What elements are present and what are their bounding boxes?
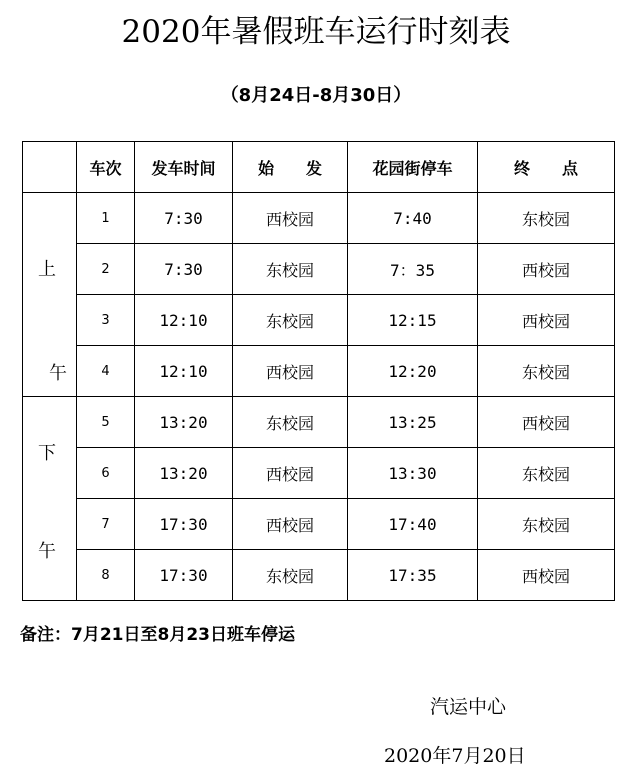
origin: 西校园 bbox=[233, 346, 348, 397]
bus-number: 3 bbox=[77, 295, 135, 346]
header-bus-number: 车次 bbox=[77, 142, 135, 193]
departure-time: 7:30 bbox=[135, 193, 233, 244]
header-departure-time: 发车时间 bbox=[135, 142, 233, 193]
period-afternoon-char-2: 午 bbox=[38, 541, 56, 562]
origin: 东校园 bbox=[233, 550, 348, 601]
departure-time: 7:30 bbox=[135, 244, 233, 295]
origin: 西校园 bbox=[233, 193, 348, 244]
table-row bbox=[23, 346, 615, 397]
stop-time: 12:20 bbox=[348, 346, 478, 397]
schedule-table bbox=[22, 141, 615, 601]
destination: 西校园 bbox=[478, 295, 615, 346]
origin: 东校园 bbox=[233, 397, 348, 448]
bus-number: 2 bbox=[77, 244, 135, 295]
header-period-blank bbox=[23, 142, 77, 193]
origin: 东校园 bbox=[233, 295, 348, 346]
period-morning-char-2: 午 bbox=[49, 363, 67, 384]
destination: 东校园 bbox=[478, 346, 615, 397]
departure-time: 17:30 bbox=[135, 499, 233, 550]
issuing-organization: 汽运中心 bbox=[430, 696, 507, 718]
period-morning bbox=[23, 193, 77, 397]
departure-time: 17:30 bbox=[135, 550, 233, 601]
bus-number: 1 bbox=[77, 193, 135, 244]
table-row bbox=[23, 295, 615, 346]
origin: 西校园 bbox=[233, 499, 348, 550]
remark-note: 备注：7月21日至8月23日班车停运 bbox=[20, 625, 295, 645]
departure-time: 12:10 bbox=[135, 346, 233, 397]
bus-number: 8 bbox=[77, 550, 135, 601]
stop-time: 13:25 bbox=[348, 397, 478, 448]
table-row bbox=[23, 193, 615, 244]
table-header-row bbox=[23, 142, 615, 193]
destination: 东校园 bbox=[478, 193, 615, 244]
header-huayuan-street-stop: 花园街停车 bbox=[348, 142, 478, 193]
stop-time: 7：35 bbox=[348, 244, 478, 295]
bus-number: 6 bbox=[77, 448, 135, 499]
destination: 西校园 bbox=[478, 550, 615, 601]
origin: 西校园 bbox=[233, 448, 348, 499]
destination: 东校园 bbox=[478, 448, 615, 499]
bus-number: 4 bbox=[77, 346, 135, 397]
destination: 西校园 bbox=[478, 244, 615, 295]
departure-time: 12:10 bbox=[135, 295, 233, 346]
date-range-subtitle: （8月24日-8月30日） bbox=[220, 85, 412, 106]
departure-time: 13:20 bbox=[135, 397, 233, 448]
table-row bbox=[23, 448, 615, 499]
issue-date: 2020年7月20日 bbox=[384, 745, 526, 767]
table-row bbox=[23, 550, 615, 601]
period-morning-char-1: 上 bbox=[38, 259, 56, 280]
table-row bbox=[23, 244, 615, 295]
period-afternoon-char-1: 下 bbox=[38, 443, 56, 464]
origin: 东校园 bbox=[233, 244, 348, 295]
destination: 西校园 bbox=[478, 397, 615, 448]
stop-time: 17:40 bbox=[348, 499, 478, 550]
departure-time: 13:20 bbox=[135, 448, 233, 499]
period-afternoon bbox=[23, 397, 77, 601]
bus-number: 7 bbox=[77, 499, 135, 550]
stop-time: 13:30 bbox=[348, 448, 478, 499]
header-origin: 始 发 bbox=[233, 142, 348, 193]
table-row bbox=[23, 499, 615, 550]
stop-time: 7:40 bbox=[348, 193, 478, 244]
stop-time: 12:15 bbox=[348, 295, 478, 346]
destination: 东校园 bbox=[478, 499, 615, 550]
stop-time: 17:35 bbox=[348, 550, 478, 601]
bus-number: 5 bbox=[77, 397, 135, 448]
table-row bbox=[23, 397, 615, 448]
header-destination: 终 点 bbox=[478, 142, 615, 193]
document-title: 2020年暑假班车运行时刻表 bbox=[121, 14, 511, 50]
